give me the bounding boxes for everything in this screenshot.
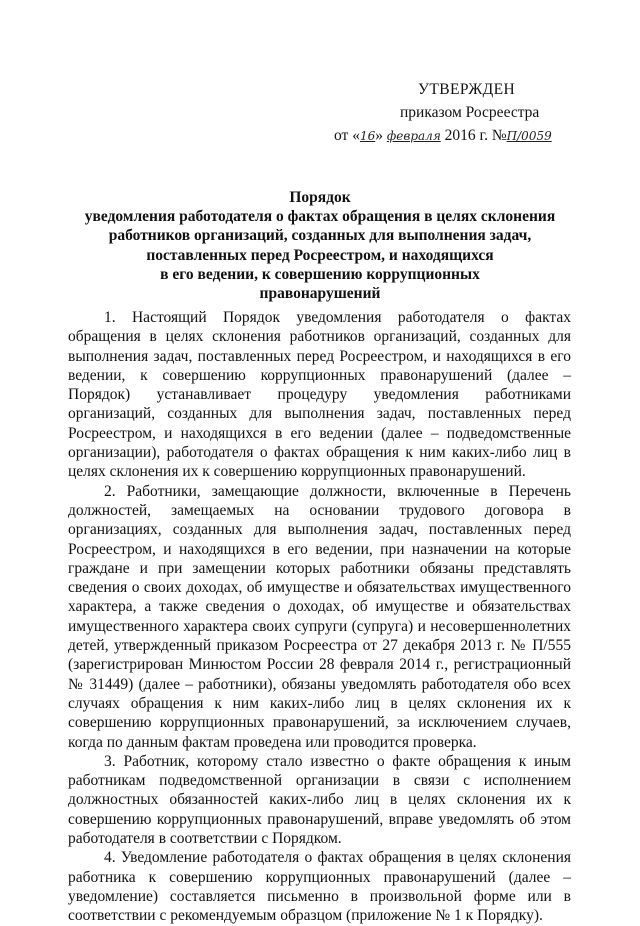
- paragraph-1: 1. Настоящий Порядок уведомления работодателя о фактах обращения в целях склонения работников организаций, созданных для выполнения задач, поставленных перед Росреестром, и находящихся в его ведении, к совершению коррупционных правонарушений (далее – Порядок) устанавливает процедуру уведомления работниками организаций, созданных для выполнения задач, поставленных перед Росреестром, и находящихся в его ведении (далее – подведомственные организации), работодателя о фактах обращения к ним каких-либо лиц в целях склонения их к совершению коррупционных правонарушений.: [68, 309, 571, 481]
- paragraph-2: 2. Работники, замещающие должности, включенные в Перечень должностей, замещаемых на основании трудового договора в организациях, созданных для выполнения задач, поставленных перед Росреестром, и находящихся в его ведении, при назначении на которые граждане и при замещении которых работники обязаны представлять сведения о своих доходах, об имуществе и обязательствах имущественного характера, а также сведения о доходах, об имуществе и обязательствах имущественного характера своих супруги (супруга) и несовершеннолетних детей, утвержденный приказом Росреестра от 27 декабря 2013 г. № П/555 (зарегистрирован Минюстом России 28 февраля 2014 г., регистрационный № 31449) (далее – работники), обязаны уведомлять работодателя обо всех случаях обращения к ним каких-либо лиц в целях склонения их к совершению коррупционных правонарушений, за исключением случаев, когда по данным фактам проведена или проводится проверка.: [68, 482, 571, 751]
- date-prefix: от «: [334, 127, 360, 144]
- title-line: поставленных перед Росреестром, и находящихся: [146, 246, 494, 264]
- title-line: уведомления работодателя о фактах обращения в целях склонения: [84, 208, 556, 226]
- handwritten-month: февраля: [386, 129, 441, 143]
- document-title: [60, 188, 580, 303]
- title-line: правонарушений: [259, 285, 381, 303]
- title-line: в его ведении, к совершению коррупционных: [160, 265, 480, 283]
- handwritten-day: 16: [359, 129, 376, 143]
- approval-date-line: [334, 126, 552, 146]
- handwritten-number: П/0059: [506, 129, 552, 143]
- paragraph-3: 3. Работник, которому стало известно о факте обращения к иным работникам подведомственной организации в связи с исполнением должностных обязанностей каких-либо лиц в целях склонения их к совершению коррупционных правонарушений, вправе уведомлять об этом работодателя в соответствии с Порядком.: [68, 752, 571, 848]
- document-body: [68, 308, 571, 926]
- approval-title: УТВЕРЖДЕН: [418, 81, 516, 98]
- date-year: 2016 г. №: [440, 127, 507, 144]
- approval-order: приказом Росреестра: [400, 104, 540, 121]
- paragraph-4: 4. Уведомление работодателя о фактах обращения в целях склонения работника к совершению коррупционных правонарушений (далее – уведомление) составляется письменно в произвольной форме или в соответствии с рекомендуемым образцом (приложение № 1 к Порядку).: [68, 849, 571, 925]
- date-mid: »: [375, 127, 387, 144]
- title-line: Порядок: [289, 189, 351, 206]
- title-line: работников организаций, созданных для выполнения задач,: [108, 227, 532, 245]
